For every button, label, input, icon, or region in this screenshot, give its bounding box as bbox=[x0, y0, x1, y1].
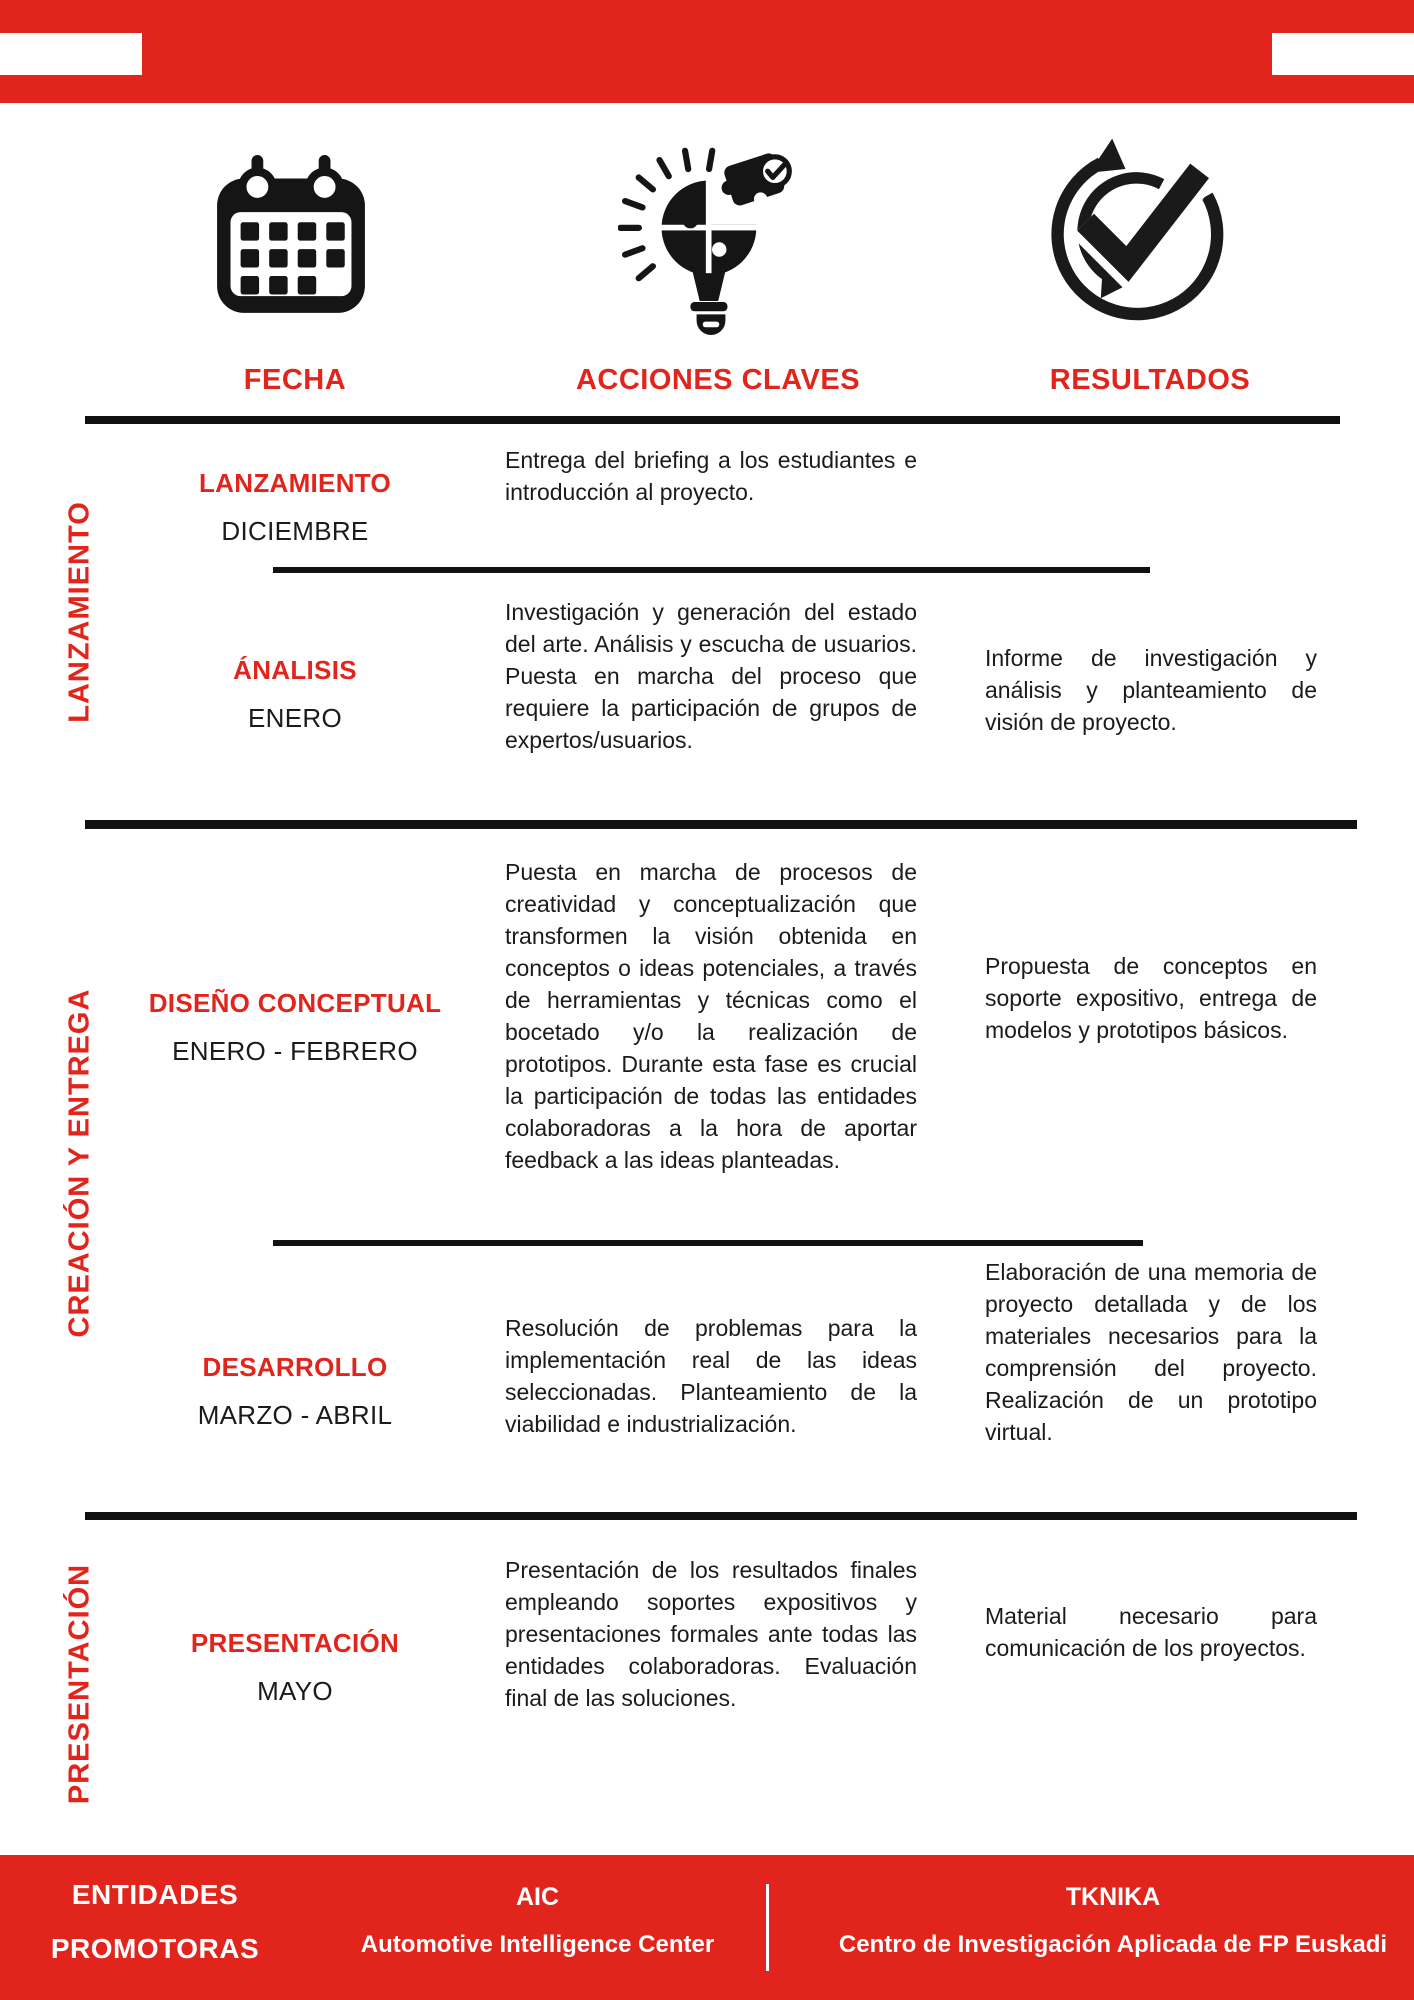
section-rule-1 bbox=[85, 820, 1357, 829]
footer-aic-subtitle: Automotive Intelligence Center bbox=[360, 1931, 715, 1958]
banner-notch-right bbox=[1272, 33, 1414, 75]
footer-tknika-title: TKNIKA bbox=[1065, 1883, 1161, 1911]
action-desarrollo: Resolución de problemas para la implementación real de las ideas seleccionadas. Planteamiento de la viabilidad e industrialización. bbox=[505, 1315, 917, 1437]
footer-org-tknika bbox=[813, 1883, 1413, 1959]
banner-notch-left bbox=[0, 33, 142, 75]
result-diseno-conceptual: Propuesta de conceptos en soporte expositivo, entrega de modelos y prototipos básicos. bbox=[985, 953, 1317, 1043]
result-presentacion: Material necesario para comunicación de los proyectos. bbox=[985, 1603, 1317, 1661]
action-lanzamiento: Entrega del briefing a los estudiantes e introducción al proyecto. bbox=[505, 447, 917, 505]
action-presentacion: Presentación de los resultados finales empleando soportes expositivos y presentaciones formales ante todas las entidades colaboradoras. Evaluación final de las soluciones. bbox=[505, 1557, 917, 1711]
stage-date: ENERO bbox=[248, 703, 342, 733]
footer-entidades-promotoras bbox=[44, 1879, 266, 1965]
stage-lanzamiento bbox=[130, 468, 460, 547]
stage-date: MAYO bbox=[257, 1676, 333, 1706]
top-banner bbox=[0, 0, 1414, 103]
stage-presentacion bbox=[130, 1628, 460, 1707]
stage-name: LANZAMIENTO bbox=[198, 468, 392, 498]
stage-analisis bbox=[130, 655, 460, 734]
result-lanzamiento-analisis: Informe de investigación y análisis y planteamiento de visión de proyecto. bbox=[985, 645, 1317, 735]
column-header-resultados: RESULTADOS bbox=[1049, 364, 1251, 396]
check-cycle-icon bbox=[1040, 126, 1230, 326]
calendar-icon bbox=[207, 152, 375, 326]
stage-name: DISEÑO CONCEPTUAL bbox=[148, 988, 442, 1018]
stage-name: ÁNALISIS bbox=[233, 655, 357, 685]
footer-entidades-line1: ENTIDADES bbox=[71, 1879, 239, 1910]
stage-diseno-conceptual bbox=[130, 988, 460, 1067]
stage-date: ENERO - FEBRERO bbox=[172, 1036, 418, 1066]
column-header-fecha: FECHA bbox=[243, 364, 347, 396]
phase-label-lanzamiento: LANZAMIENTO bbox=[63, 501, 96, 723]
phase-label-creacion-y-entrega: CREACIÓN Y ENTREGA bbox=[63, 988, 96, 1338]
footer-banner bbox=[0, 1855, 1414, 2000]
footer-tknika-subtitle: Centro de Investigación Aplicada de FP Euskadi bbox=[838, 1931, 1388, 1958]
idea-puzzle-icon bbox=[618, 130, 804, 336]
action-analisis: Investigación y generación del estado del arte. Análisis y escucha de usuarios. Puesta en marcha del proceso que requiere la participación de grupos de expertos/usuarios. bbox=[505, 599, 917, 753]
phase-label-presentacion: PRESENTACIÓN bbox=[63, 1563, 96, 1805]
stage-desarrollo bbox=[130, 1352, 460, 1431]
header-rule bbox=[85, 416, 1340, 424]
stage-name: PRESENTACIÓN bbox=[190, 1628, 400, 1658]
footer-org-aic bbox=[340, 1883, 735, 1959]
stage-name: DESARROLLO bbox=[202, 1352, 388, 1382]
footer-divider bbox=[766, 1884, 769, 1971]
footer-aic-title: AIC bbox=[515, 1883, 560, 1911]
column-header-acciones-claves: ACCIONES CLAVES bbox=[575, 364, 861, 396]
stage-date: DICIEMBRE bbox=[221, 516, 369, 546]
action-diseno-conceptual: Puesta en marcha de procesos de creatividad y conceptualización que transformen la visión obtenida en conceptos o ideas potenciales, a través de herramientas y técnicas como el bocetado y/o la realización de prototipos. Durante esta fase es crucial la participación de todas las entidades colaboradoras a la hora de aportar feedback a las ideas planteadas. bbox=[505, 859, 917, 1173]
result-desarrollo: Elaboración de una memoria de proyecto detallada y de los materiales necesarios para la comprensión del proyecto. Realización de un prototipo virtual. bbox=[985, 1259, 1317, 1445]
stage-date: MARZO - ABRIL bbox=[197, 1400, 393, 1430]
footer-entidades-line2: PROMOTORAS bbox=[50, 1933, 260, 1964]
section-rule-2 bbox=[85, 1512, 1357, 1520]
row-rule-lanzamiento-analisis bbox=[273, 567, 1150, 573]
row-rule-diseno-desarrollo bbox=[273, 1240, 1143, 1246]
